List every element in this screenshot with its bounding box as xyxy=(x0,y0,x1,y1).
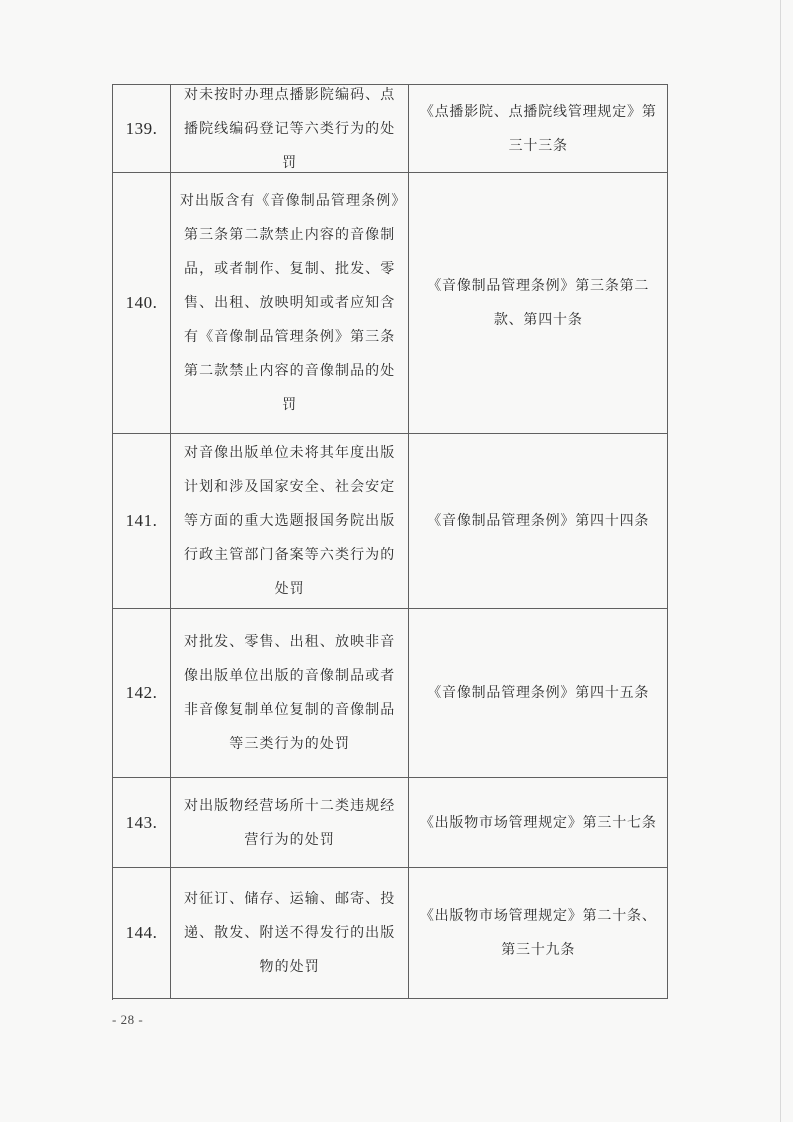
item-number-cell xyxy=(113,85,171,172)
item-number: 144. xyxy=(125,923,158,942)
table-row xyxy=(113,434,668,609)
item-content-cell xyxy=(171,173,410,433)
legal-basis-cell xyxy=(409,85,668,172)
item-content: 对征订、储存、运输、邮寄、投递、散发、附送不得发行的出版物的处罚 xyxy=(183,891,396,975)
legal-basis: 《音像制品管理条例》第三条第二款、第四十条 xyxy=(427,278,650,328)
legal-basis-cell xyxy=(409,173,668,433)
legal-basis: 《点播影院、点播院线管理规定》第三十三条 xyxy=(419,103,657,154)
item-number: 141. xyxy=(125,511,158,530)
item-number-cell xyxy=(113,868,171,998)
legal-basis-cell xyxy=(409,609,668,777)
page-edge xyxy=(780,0,781,1122)
legal-basis: 《音像制品管理条例》第四十五条 xyxy=(427,685,650,701)
table-row xyxy=(113,173,668,434)
legal-basis: 《音像制品管理条例》第四十四条 xyxy=(427,513,650,529)
legal-basis-cell xyxy=(409,868,668,998)
item-number-cell xyxy=(113,609,171,777)
penalty-items-table xyxy=(112,84,668,1000)
item-content-cell xyxy=(171,868,410,998)
item-number: 140. xyxy=(125,293,158,312)
legal-basis-cell xyxy=(409,434,668,608)
item-number-cell xyxy=(113,173,171,433)
table-row xyxy=(113,868,668,999)
item-number-cell xyxy=(113,434,171,608)
table-row xyxy=(113,609,668,778)
item-content: 对出版含有《音像制品管理条例》第三条第二款禁止内容的音像制品，或者制作、复制、批发、零售、出租、放映明知或者应知含有《音像制品管理条例》第三条第二款禁止内容的音像制品的处罚 xyxy=(179,193,400,413)
item-content-cell xyxy=(171,778,410,867)
legal-basis: 《出版物市场管理规定》第二十条、第三十九条 xyxy=(419,908,657,958)
legal-basis: 《出版物市场管理规定》第三十七条 xyxy=(419,814,657,831)
item-number: 142. xyxy=(125,683,158,702)
item-number-cell xyxy=(113,778,171,867)
item-content-cell xyxy=(171,609,410,777)
page-number: - 28 - xyxy=(112,1012,144,1027)
item-content: 对未按时办理点播影院编码、点播院线编码登记等六类行为的处罚 xyxy=(183,86,396,171)
item-number: 143. xyxy=(125,812,158,832)
item-content-cell xyxy=(171,85,410,172)
table-row xyxy=(113,778,668,868)
item-content: 对音像出版单位未将其年度出版计划和涉及国家安全、社会安定等方面的重大选题报国务院出版行政主管部门备案等六类行为的处罚 xyxy=(183,445,396,597)
table-row xyxy=(113,85,668,173)
item-content: 对出版物经营场所十二类违规经营行为的处罚 xyxy=(183,797,396,848)
legal-basis-cell xyxy=(409,778,668,867)
item-content-cell xyxy=(171,434,410,608)
item-content: 对批发、零售、出租、放映非音像出版单位出版的音像制品或者非音像复制单位复制的音像制品等三类行为的处罚 xyxy=(183,634,396,752)
item-number: 139. xyxy=(125,118,158,138)
